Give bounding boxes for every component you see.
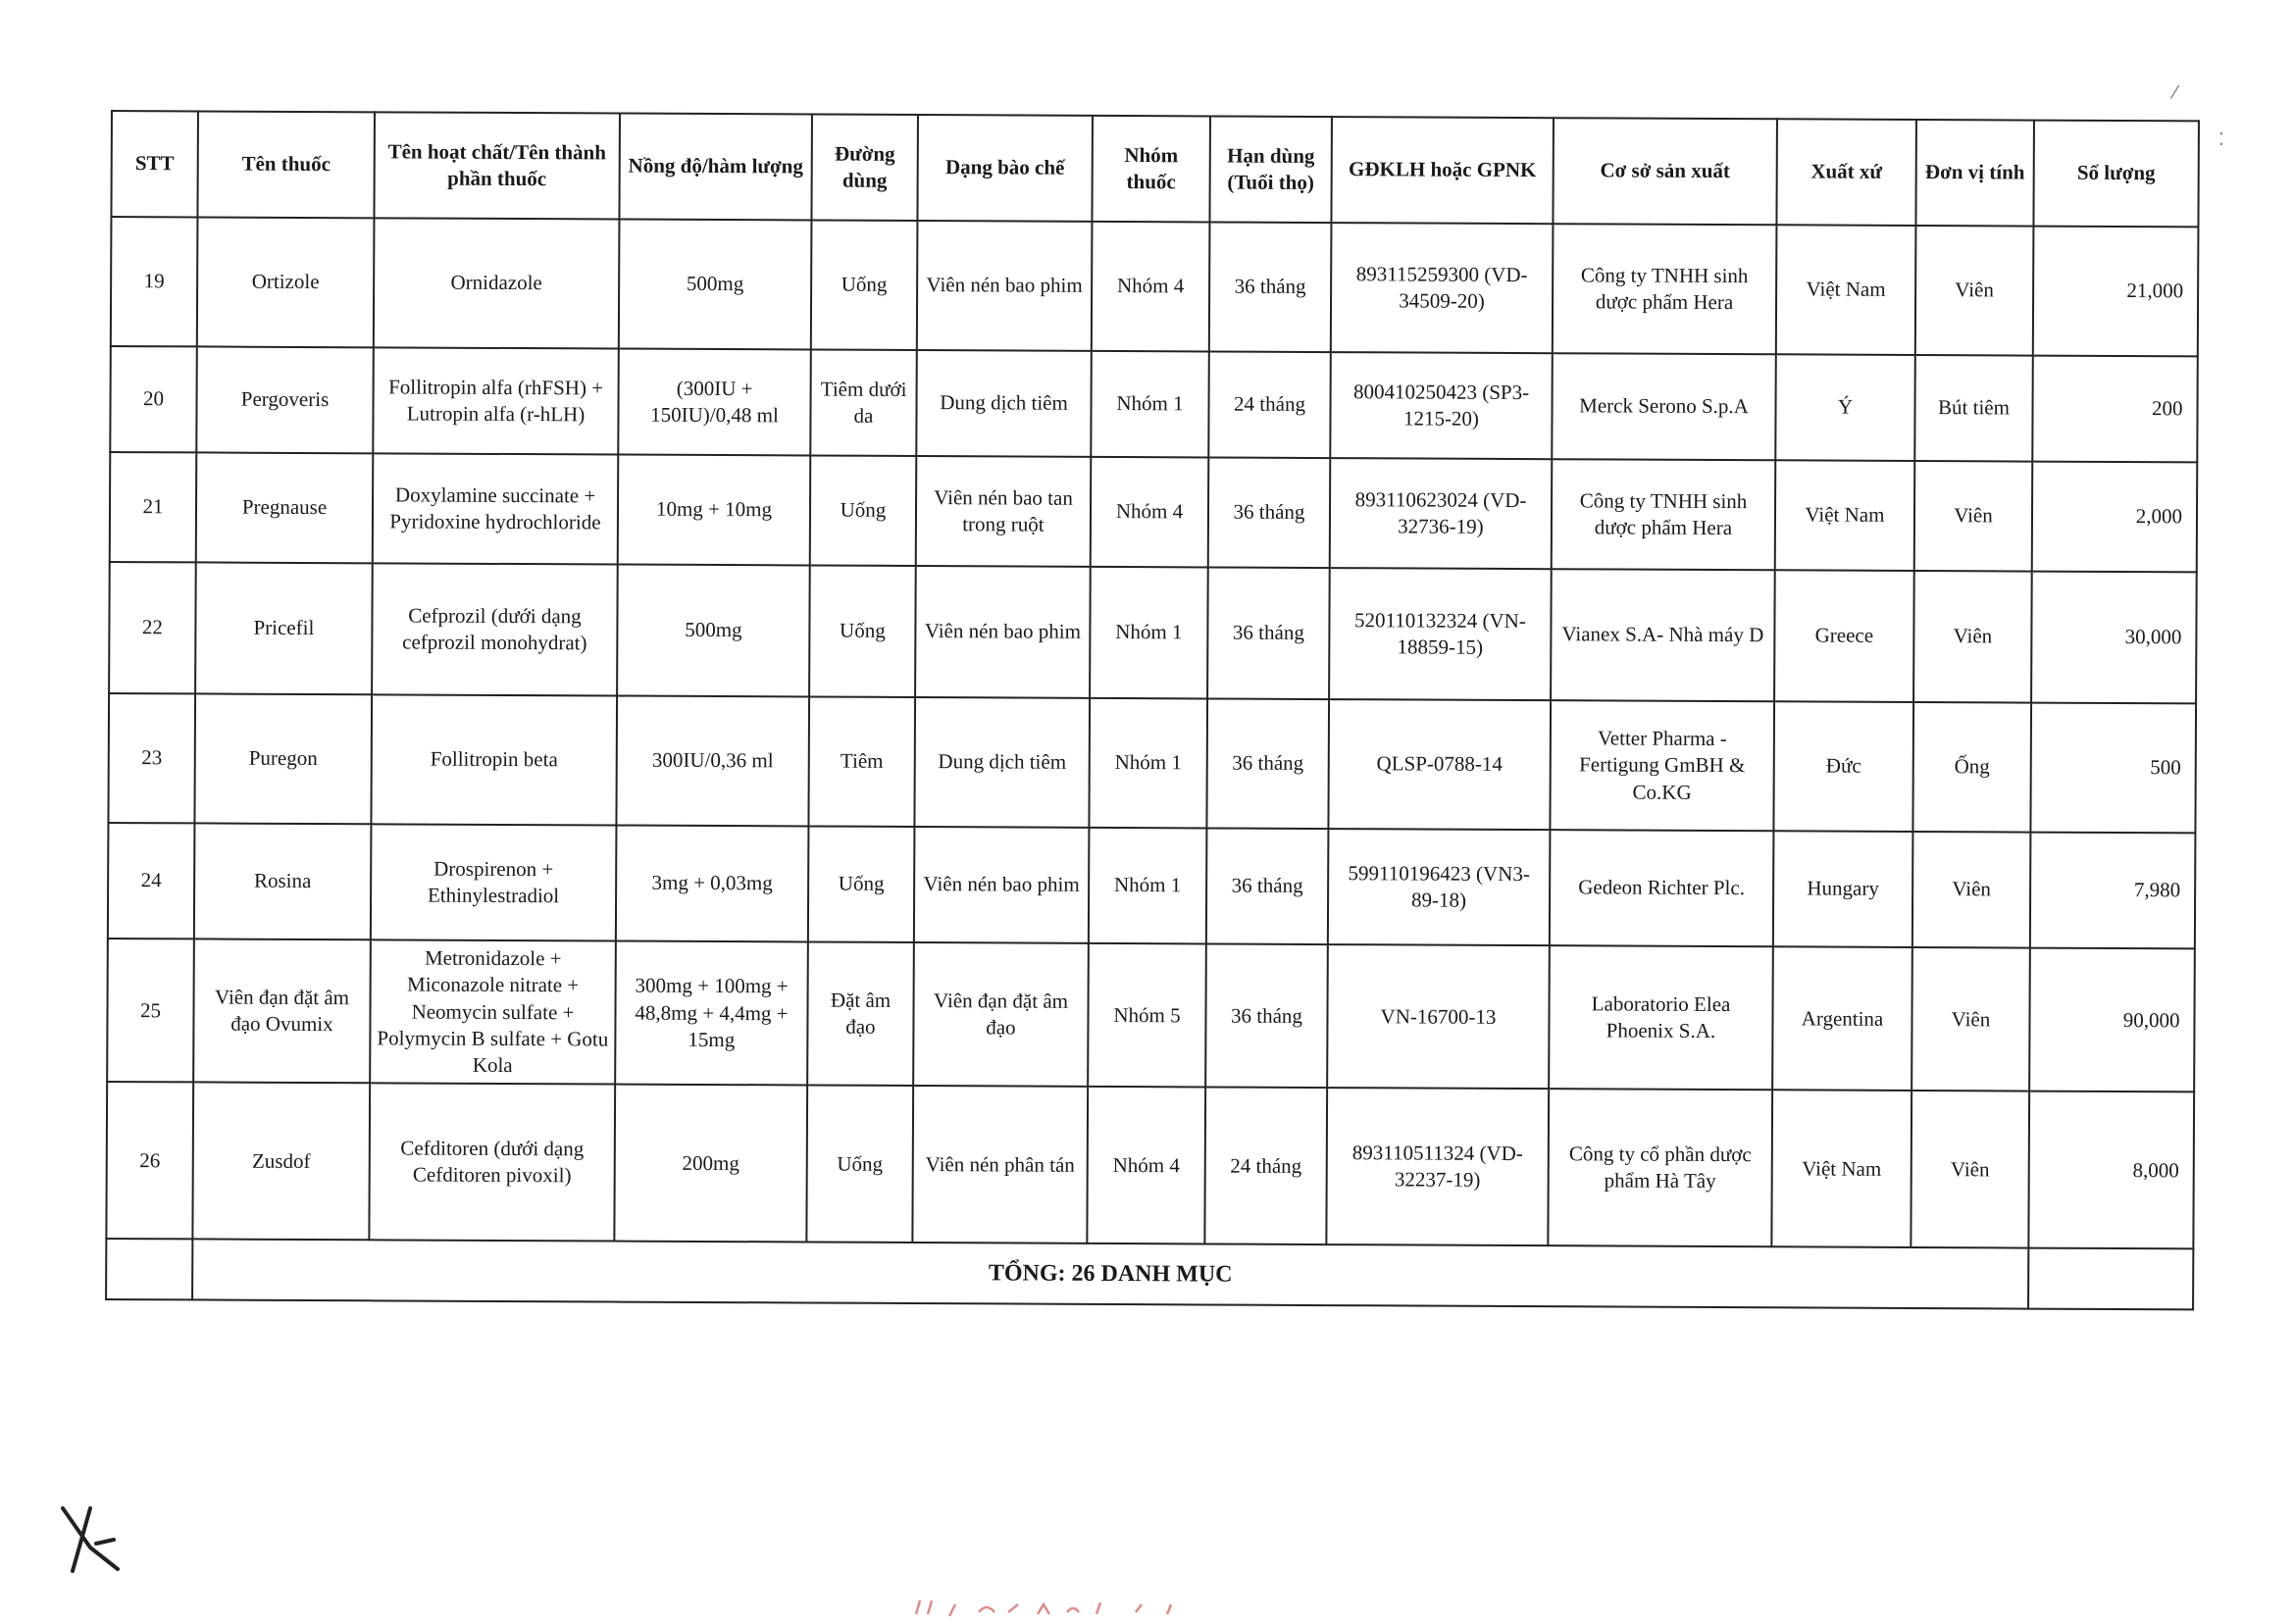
cell-route: Uống — [806, 1086, 913, 1243]
cell-dosage-form: Viên nén bao phim — [915, 566, 1091, 698]
total-empty-cell — [106, 1239, 192, 1299]
cell-manufacturer: Công ty cổ phần dược phẩm Hà Tây — [1548, 1090, 1772, 1247]
cell-stt: 20 — [110, 346, 197, 452]
total-empty-cell — [2028, 1248, 2193, 1310]
cell-active-ingredient: Doxylamine succinate + Pyridoxine hydrochloride — [373, 453, 619, 564]
table-row — [108, 693, 2196, 833]
cell-quantity: 500 — [2030, 703, 2196, 834]
table-row — [107, 939, 2195, 1092]
cell-shelf-life: 36 tháng — [1207, 567, 1330, 699]
cell-route: Uống — [808, 826, 915, 942]
cell-shelf-life: 36 tháng — [1208, 457, 1331, 568]
cell-stt: 26 — [106, 1082, 193, 1239]
cell-origin: Việt Nam — [1775, 460, 1915, 571]
header-drug-name: Tên thuốc — [197, 111, 375, 218]
cell-dosage-form: Dung dịch tiêm — [914, 697, 1090, 828]
cell-dosage-form: Viên đạn đặt âm đạo — [913, 942, 1089, 1087]
cell-registration: VN-16700-13 — [1327, 944, 1550, 1090]
cell-shelf-life: 36 tháng — [1209, 222, 1332, 352]
header-registration: GĐKLH hoặc GPNK — [1331, 117, 1554, 224]
header-drug-group: Nhóm thuốc — [1092, 116, 1210, 223]
cell-active-ingredient: Drospirenon + Ethinylestradiol — [371, 824, 617, 940]
cell-quantity: 8,000 — [2028, 1091, 2194, 1249]
cell-drug-group: Nhóm 5 — [1088, 943, 1206, 1088]
cell-quantity: 200 — [2032, 356, 2198, 463]
cell-drug-group: Nhóm 1 — [1091, 351, 1209, 458]
cell-drug-name: Rosina — [194, 823, 372, 939]
cell-unit: Ống — [1912, 702, 2031, 833]
header-quantity: Số lượng — [2033, 121, 2199, 228]
cell-concentration: 300mg + 100mg + 48,8mg + 4,4mg + 15mg — [615, 941, 808, 1086]
cell-registration: 520110132324 (VN-18859-15) — [1329, 568, 1552, 700]
table-row — [109, 562, 2197, 703]
total-label: TỔNG: 26 DANH MỤC — [192, 1240, 2028, 1309]
cell-manufacturer: Công ty TNHH sinh dược phẩm Hera — [1552, 459, 1776, 570]
cell-manufacturer: Vetter Pharma - Fertigung GmBH & Co.KG — [1550, 700, 1774, 831]
cell-registration: 800410250423 (SP3-1215-20) — [1330, 352, 1553, 459]
cell-unit: Viên — [1915, 226, 2034, 356]
cell-quantity: 21,000 — [2033, 227, 2199, 357]
cell-concentration: (300IU + 150IU)/0,48 ml — [618, 349, 811, 456]
cell-stt: 25 — [107, 939, 194, 1083]
header-route: Đường dùng — [811, 114, 918, 221]
cell-unit: Viên — [1914, 461, 2033, 572]
cell-registration: 893115259300 (VD-34509-20) — [1331, 223, 1554, 353]
cell-shelf-life: 24 tháng — [1208, 351, 1331, 458]
cell-dosage-form: Viên nén phân tán — [912, 1086, 1088, 1243]
cell-manufacturer: Gedeon Richter Plc. — [1550, 830, 1774, 946]
cell-concentration: 3mg + 0,03mg — [616, 826, 809, 942]
cell-shelf-life: 36 tháng — [1206, 828, 1329, 944]
cell-drug-name: Ortizole — [197, 217, 375, 347]
cell-concentration: 200mg — [614, 1085, 807, 1243]
cell-route: Uống — [809, 565, 916, 697]
cell-concentration: 500mg — [617, 565, 810, 697]
cell-active-ingredient: Ornidazole — [374, 218, 620, 348]
cell-drug-name: Pregnause — [196, 452, 374, 563]
cell-manufacturer: Laboratorio Elea Phoenix S.A. — [1549, 945, 1773, 1091]
cell-unit: Viên — [1912, 832, 2031, 948]
cell-quantity: 2,000 — [2032, 462, 2198, 573]
table-header-row — [111, 111, 2199, 227]
table-row — [111, 217, 2199, 356]
table-row — [106, 1082, 2194, 1248]
cell-unit: Viên — [1912, 947, 2030, 1091]
cell-shelf-life: 36 tháng — [1206, 698, 1329, 829]
total-row — [106, 1239, 2193, 1309]
cell-origin: Hungary — [1773, 831, 1913, 947]
cell-origin: Đức — [1773, 701, 1913, 832]
cell-active-ingredient: Metronidazole + Miconazole nitrate + Neomycin sulfate + Polymycin B sulfate + Gotu Kola — [370, 939, 616, 1085]
cell-origin: Argentina — [1772, 946, 1912, 1091]
scan-mark: ⁚ — [2218, 129, 2224, 150]
cell-manufacturer: Merck Serono S.p.A — [1552, 353, 1776, 460]
cell-concentration: 10mg + 10mg — [618, 455, 811, 566]
header-active-ingredient: Tên hoạt chất/Tên thành phần thuốc — [374, 112, 620, 219]
cell-origin: Greece — [1774, 570, 1914, 702]
cell-manufacturer: Vianex S.A- Nhà máy D — [1551, 569, 1775, 701]
cell-shelf-life: 24 tháng — [1204, 1088, 1327, 1245]
scan-mark: ⁄ — [2173, 82, 2177, 103]
cell-quantity: 90,000 — [2029, 948, 2195, 1092]
cell-dosage-form: Viên nén bao phim — [914, 827, 1090, 943]
cell-drug-group: Nhóm 4 — [1092, 222, 1210, 352]
cell-route: Uống — [811, 220, 918, 350]
cell-drug-name: Puregon — [194, 693, 372, 824]
header-dosage-form: Dạng bào chế — [917, 115, 1093, 222]
header-stt: STT — [111, 111, 198, 217]
cell-drug-name: Zusdof — [192, 1083, 370, 1241]
cell-registration: QLSP-0788-14 — [1328, 699, 1551, 830]
cell-drug-name: Viên đạn đặt âm đạo Ovumix — [193, 939, 371, 1083]
cell-drug-group: Nhóm 1 — [1090, 567, 1208, 699]
cell-route: Tiêm — [808, 696, 915, 827]
cell-registration: 893110511324 (VD-32237-19) — [1326, 1089, 1549, 1246]
header-concentration: Nồng độ/hàm lượng — [619, 114, 812, 221]
cell-origin: Việt Nam — [1776, 225, 1916, 355]
cell-unit: Bút tiêm — [1914, 355, 2033, 462]
cell-route: Tiêm dưới da — [810, 349, 917, 456]
cell-concentration: 500mg — [619, 220, 812, 350]
table-row — [110, 346, 2198, 462]
cell-drug-group: Nhóm 4 — [1091, 457, 1209, 568]
cell-stt: 21 — [110, 452, 197, 562]
cell-route: Uống — [810, 455, 917, 566]
cell-concentration: 300IU/0,36 ml — [616, 696, 809, 827]
cell-dosage-form: Viên nén bao phim — [917, 221, 1093, 351]
header-shelf-life: Hạn dùng (Tuổi thọ) — [1209, 116, 1332, 223]
cell-drug-group: Nhóm 1 — [1089, 828, 1207, 944]
cell-drug-name: Pricefil — [195, 562, 373, 694]
cell-active-ingredient: Follitropin alfa (rhFSH) + Lutropin alfa (r-hLH) — [373, 347, 619, 454]
cell-quantity: 7,980 — [2030, 833, 2196, 949]
table-row — [110, 452, 2198, 572]
header-origin: Xuất xứ — [1776, 119, 1916, 226]
cell-dosage-form: Dung dịch tiêm — [916, 350, 1092, 457]
cell-active-ingredient: Follitropin beta — [371, 694, 617, 825]
cell-quantity: 30,000 — [2031, 572, 2197, 704]
table-row — [108, 823, 2196, 948]
cell-registration: 599110196423 (VN3-89-18) — [1328, 829, 1551, 945]
cell-stt: 24 — [108, 823, 195, 939]
cell-dosage-form: Viên nén bao tan trong ruột — [916, 456, 1092, 567]
cell-registration: 893110623024 (VD-32736-19) — [1330, 458, 1553, 569]
handwritten-initials — [57, 1500, 126, 1579]
cell-shelf-life: 36 tháng — [1205, 943, 1328, 1088]
cell-route: Đặt âm đạo — [807, 941, 914, 1086]
cell-stt: 23 — [108, 693, 195, 823]
header-unit: Đơn vị tính — [1915, 120, 2034, 227]
cell-origin: Việt Nam — [1771, 1091, 1912, 1248]
cell-drug-group: Nhóm 4 — [1087, 1087, 1205, 1244]
cell-stt: 22 — [109, 562, 196, 693]
cell-stt: 19 — [111, 217, 198, 346]
cell-drug-name: Pergoveris — [196, 346, 374, 453]
cell-origin: Ý — [1775, 354, 1915, 461]
cell-manufacturer: Công ty TNHH sinh dược phẩm Hera — [1553, 224, 1777, 354]
cell-active-ingredient: Cefprozil (dưới dạng cefprozil monohydrat) — [372, 563, 618, 695]
cell-unit: Viên — [1913, 571, 2032, 703]
cell-active-ingredient: Cefditoren (dưới dạng Cefditoren pivoxil) — [369, 1084, 615, 1242]
cell-unit: Viên — [1911, 1091, 2029, 1248]
header-manufacturer: Cơ sở sản xuất — [1553, 118, 1777, 225]
faded-stamp-mark — [910, 1597, 1195, 1620]
drug-list-table — [105, 110, 2200, 1311]
cell-drug-group: Nhóm 1 — [1089, 698, 1207, 829]
